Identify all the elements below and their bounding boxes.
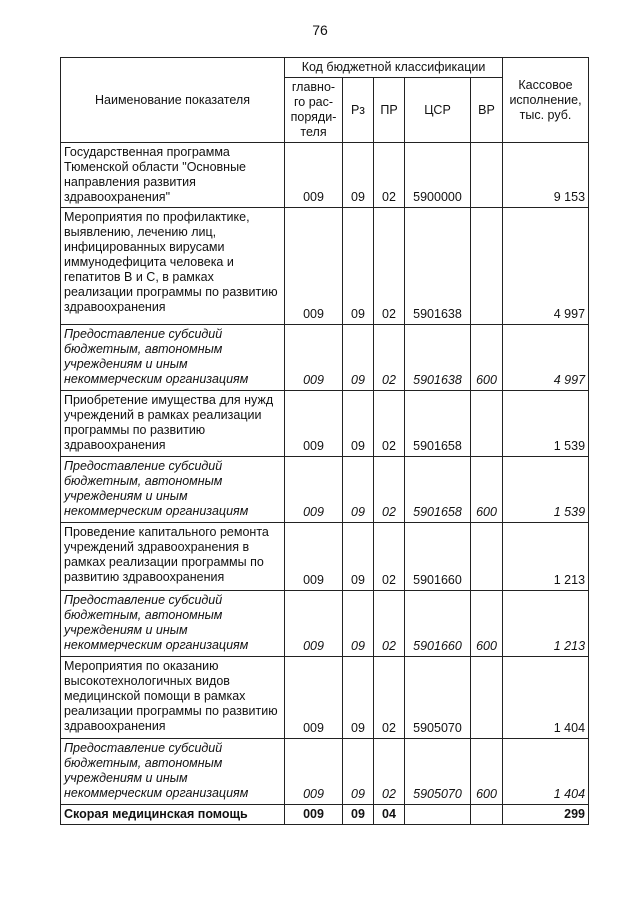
table-row	[61, 591, 589, 657]
row-pr: 02	[374, 657, 405, 739]
row-rz: 09	[343, 325, 374, 391]
row-csr: 5900000	[405, 143, 471, 208]
table-row	[61, 208, 589, 325]
row-glav: 009	[285, 208, 343, 325]
row-name: Предоставление субсидий бюджетным, автономным учреждениям и иным некоммерческим организациям	[61, 457, 285, 523]
table-row	[61, 739, 589, 805]
row-rz: 09	[343, 739, 374, 805]
row-name: Предоставление субсидий бюджетным, автономным учреждениям и иным некоммерческим организациям	[61, 325, 285, 391]
row-rz: 09	[343, 591, 374, 657]
row-glav: 009	[285, 657, 343, 739]
budget-table	[60, 57, 589, 825]
header-rz: Рз	[343, 78, 374, 143]
row-name: Мероприятия по оказанию высокотехнологичных видов медицинской помощи в рамках реализации программы по развитию здравоохранения	[61, 657, 285, 739]
row-glav: 009	[285, 391, 343, 457]
row-csr: 5905070	[405, 739, 471, 805]
row-name: Предоставление субсидий бюджетным, автономным учреждениям и иным некоммерческим организациям	[61, 591, 285, 657]
row-glav: 009	[285, 591, 343, 657]
row-rz: 09	[343, 657, 374, 739]
row-csr: 5905070	[405, 657, 471, 739]
row-amount: 4 997	[503, 325, 589, 391]
row-amount: 9 153	[503, 143, 589, 208]
row-csr: 5901638	[405, 325, 471, 391]
table-row	[61, 325, 589, 391]
row-amount: 4 997	[503, 208, 589, 325]
row-amount: 1 539	[503, 391, 589, 457]
row-vr: 600	[471, 591, 503, 657]
row-glav: 009	[285, 739, 343, 805]
row-vr	[471, 208, 503, 325]
row-vr	[471, 805, 503, 825]
row-vr	[471, 143, 503, 208]
row-amount: 299	[503, 805, 589, 825]
table-row	[61, 657, 589, 739]
row-name: Приобретение имущества для нужд учреждений в рамках реализации программы по развитию здравоохранения	[61, 391, 285, 457]
row-vr	[471, 657, 503, 739]
row-csr: 5901660	[405, 523, 471, 591]
row-vr	[471, 523, 503, 591]
row-glav: 009	[285, 457, 343, 523]
row-vr	[471, 391, 503, 457]
row-csr: 5901638	[405, 208, 471, 325]
row-glav: 009	[285, 325, 343, 391]
table-row	[61, 143, 589, 208]
row-name: Мероприятия по профилактике, выявлению, лечению лиц, инфицированных вирусами иммунодефицита человека и гепатитов В и С, в рамках реализации программы по развитию здравоохранения	[61, 208, 285, 325]
row-pr: 04	[374, 805, 405, 825]
row-pr: 02	[374, 457, 405, 523]
row-csr	[405, 805, 471, 825]
row-amount: 1 213	[503, 591, 589, 657]
row-glav: 009	[285, 143, 343, 208]
row-amount: 1 404	[503, 657, 589, 739]
row-name: Скорая медицинская помощь	[61, 805, 285, 825]
row-pr: 02	[374, 325, 405, 391]
header-csr: ЦСР	[405, 78, 471, 143]
row-vr: 600	[471, 325, 503, 391]
row-amount: 1 539	[503, 457, 589, 523]
row-amount: 1 213	[503, 523, 589, 591]
row-rz: 09	[343, 391, 374, 457]
row-csr: 5901658	[405, 391, 471, 457]
row-name: Предоставление субсидий бюджетным, автономным учреждениям и иным некоммерческим организациям	[61, 739, 285, 805]
row-rz: 09	[343, 457, 374, 523]
header-pr: ПР	[374, 78, 405, 143]
header-code-group: Код бюджетной классификации	[285, 58, 503, 78]
row-pr: 02	[374, 391, 405, 457]
table-row	[61, 523, 589, 591]
row-pr: 02	[374, 739, 405, 805]
row-pr: 02	[374, 143, 405, 208]
row-name: Проведение капитального ремонта учреждений здравоохранения в рамках реализации программы по развитию здравоохранения	[61, 523, 285, 591]
row-vr: 600	[471, 739, 503, 805]
table-row	[61, 457, 589, 523]
row-rz: 09	[343, 805, 374, 825]
row-csr: 5901660	[405, 591, 471, 657]
row-name: Государственная программа Тюменской области "Основные направления развития здравоохранения"	[61, 143, 285, 208]
row-rz: 09	[343, 523, 374, 591]
row-vr: 600	[471, 457, 503, 523]
row-pr: 02	[374, 208, 405, 325]
header-vr: ВР	[471, 78, 503, 143]
row-glav: 009	[285, 523, 343, 591]
row-pr: 02	[374, 591, 405, 657]
row-rz: 09	[343, 143, 374, 208]
table-row	[61, 805, 589, 825]
table-row	[61, 391, 589, 457]
row-amount: 1 404	[503, 739, 589, 805]
header-name: Наименование показателя	[61, 58, 285, 143]
row-glav: 009	[285, 805, 343, 825]
row-pr: 02	[374, 523, 405, 591]
row-csr: 5901658	[405, 457, 471, 523]
page-number: 76	[312, 22, 328, 38]
header-amount: Кассовое исполнение, тыс. руб.	[503, 58, 589, 143]
header-glav: главно-го рас-поряди-теля	[285, 78, 343, 143]
row-rz: 09	[343, 208, 374, 325]
